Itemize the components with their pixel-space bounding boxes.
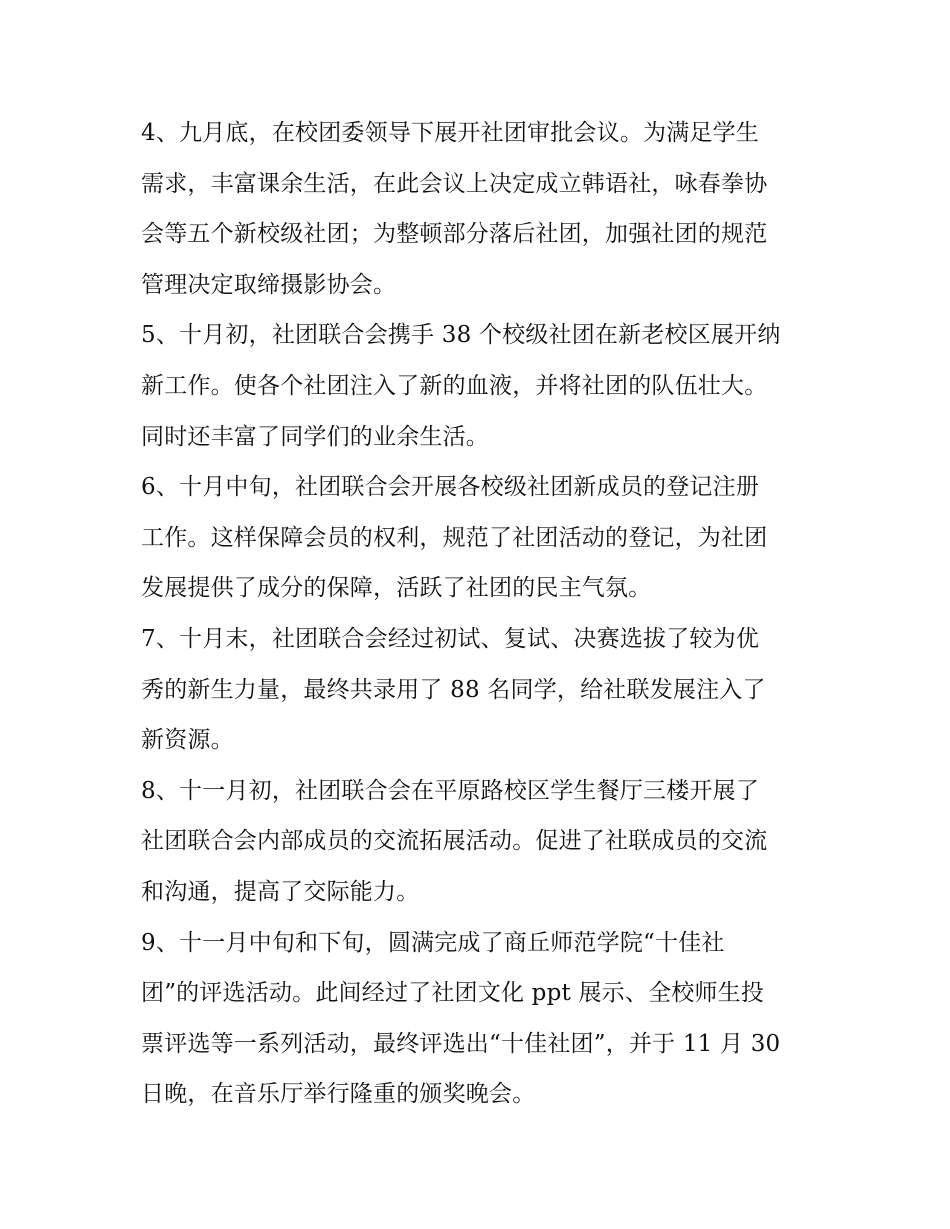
text-line: 会等五个新校级社团；为整顿部分落后社团，加强社团的规范	[141, 221, 768, 248]
text-line: 新工作。使各个社团注入了新的血液，并将社团的队伍壮大。	[141, 372, 768, 399]
text-line: 同时还丰富了同学们的业余生活。	[141, 423, 489, 450]
paragraph-item-6	[141, 462, 821, 614]
text-line: 4、九月底，在校团委领导下展开社团审批会议。为满足学生	[141, 120, 760, 146]
text-line: 9、十一月中旬和下旬，圆满完成了商丘师范学院“十佳社	[141, 929, 725, 956]
paragraph-item-5	[141, 310, 821, 462]
text-line: 和沟通，提高了交际能力。	[141, 878, 420, 905]
paragraph-item-4	[141, 108, 821, 310]
paragraph-item-9	[141, 918, 821, 1120]
text-line: 社团联合会内部成员的交流拓展活动。促进了社联成员的交流	[141, 828, 768, 855]
text-line: 发展提供了成分的保障，活跃了社团的民主气氛。	[141, 575, 652, 602]
text-line: 8、十一月初，社团联合会在平原路校区学生餐厅三楼开展了	[141, 777, 760, 804]
document-body	[141, 108, 821, 1120]
text-line: 团”的评选活动。此间经过了社团文化 ppt 展示、全校师生投	[141, 980, 765, 1007]
text-line: 管理决定取缔摄影协会。	[141, 271, 397, 298]
text-line: 工作。这样保障会员的权利，规范了社团活动的登记，为社团	[141, 524, 768, 551]
paragraph-item-8	[141, 766, 821, 918]
text-line: 日晚，在音乐厅举行隆重的颁奖晚会。	[141, 1081, 536, 1108]
text-line: 5、十月初，社团联合会携手 38 个校级社团在新老校区展开纳	[141, 322, 781, 349]
paragraph-item-7	[141, 614, 821, 766]
text-line: 秀的新生力量，最终共录用了 88 名同学，给社联发展注入了	[141, 676, 766, 703]
text-line: 新资源。	[141, 727, 234, 754]
text-line: 票评选等一系列活动，最终评选出“十佳社团”，并于 11 月 30	[141, 1030, 781, 1057]
text-line: 7、十月末，社团联合会经过初试、复试、决赛选拔了较为优	[141, 625, 760, 652]
text-line: 6、十月中旬，社团联合会开展各校级社团新成员的登记注册	[141, 474, 760, 501]
text-line: 需求，丰富课余生活，在此会议上决定成立韩语社，咏春拳协	[141, 170, 768, 197]
